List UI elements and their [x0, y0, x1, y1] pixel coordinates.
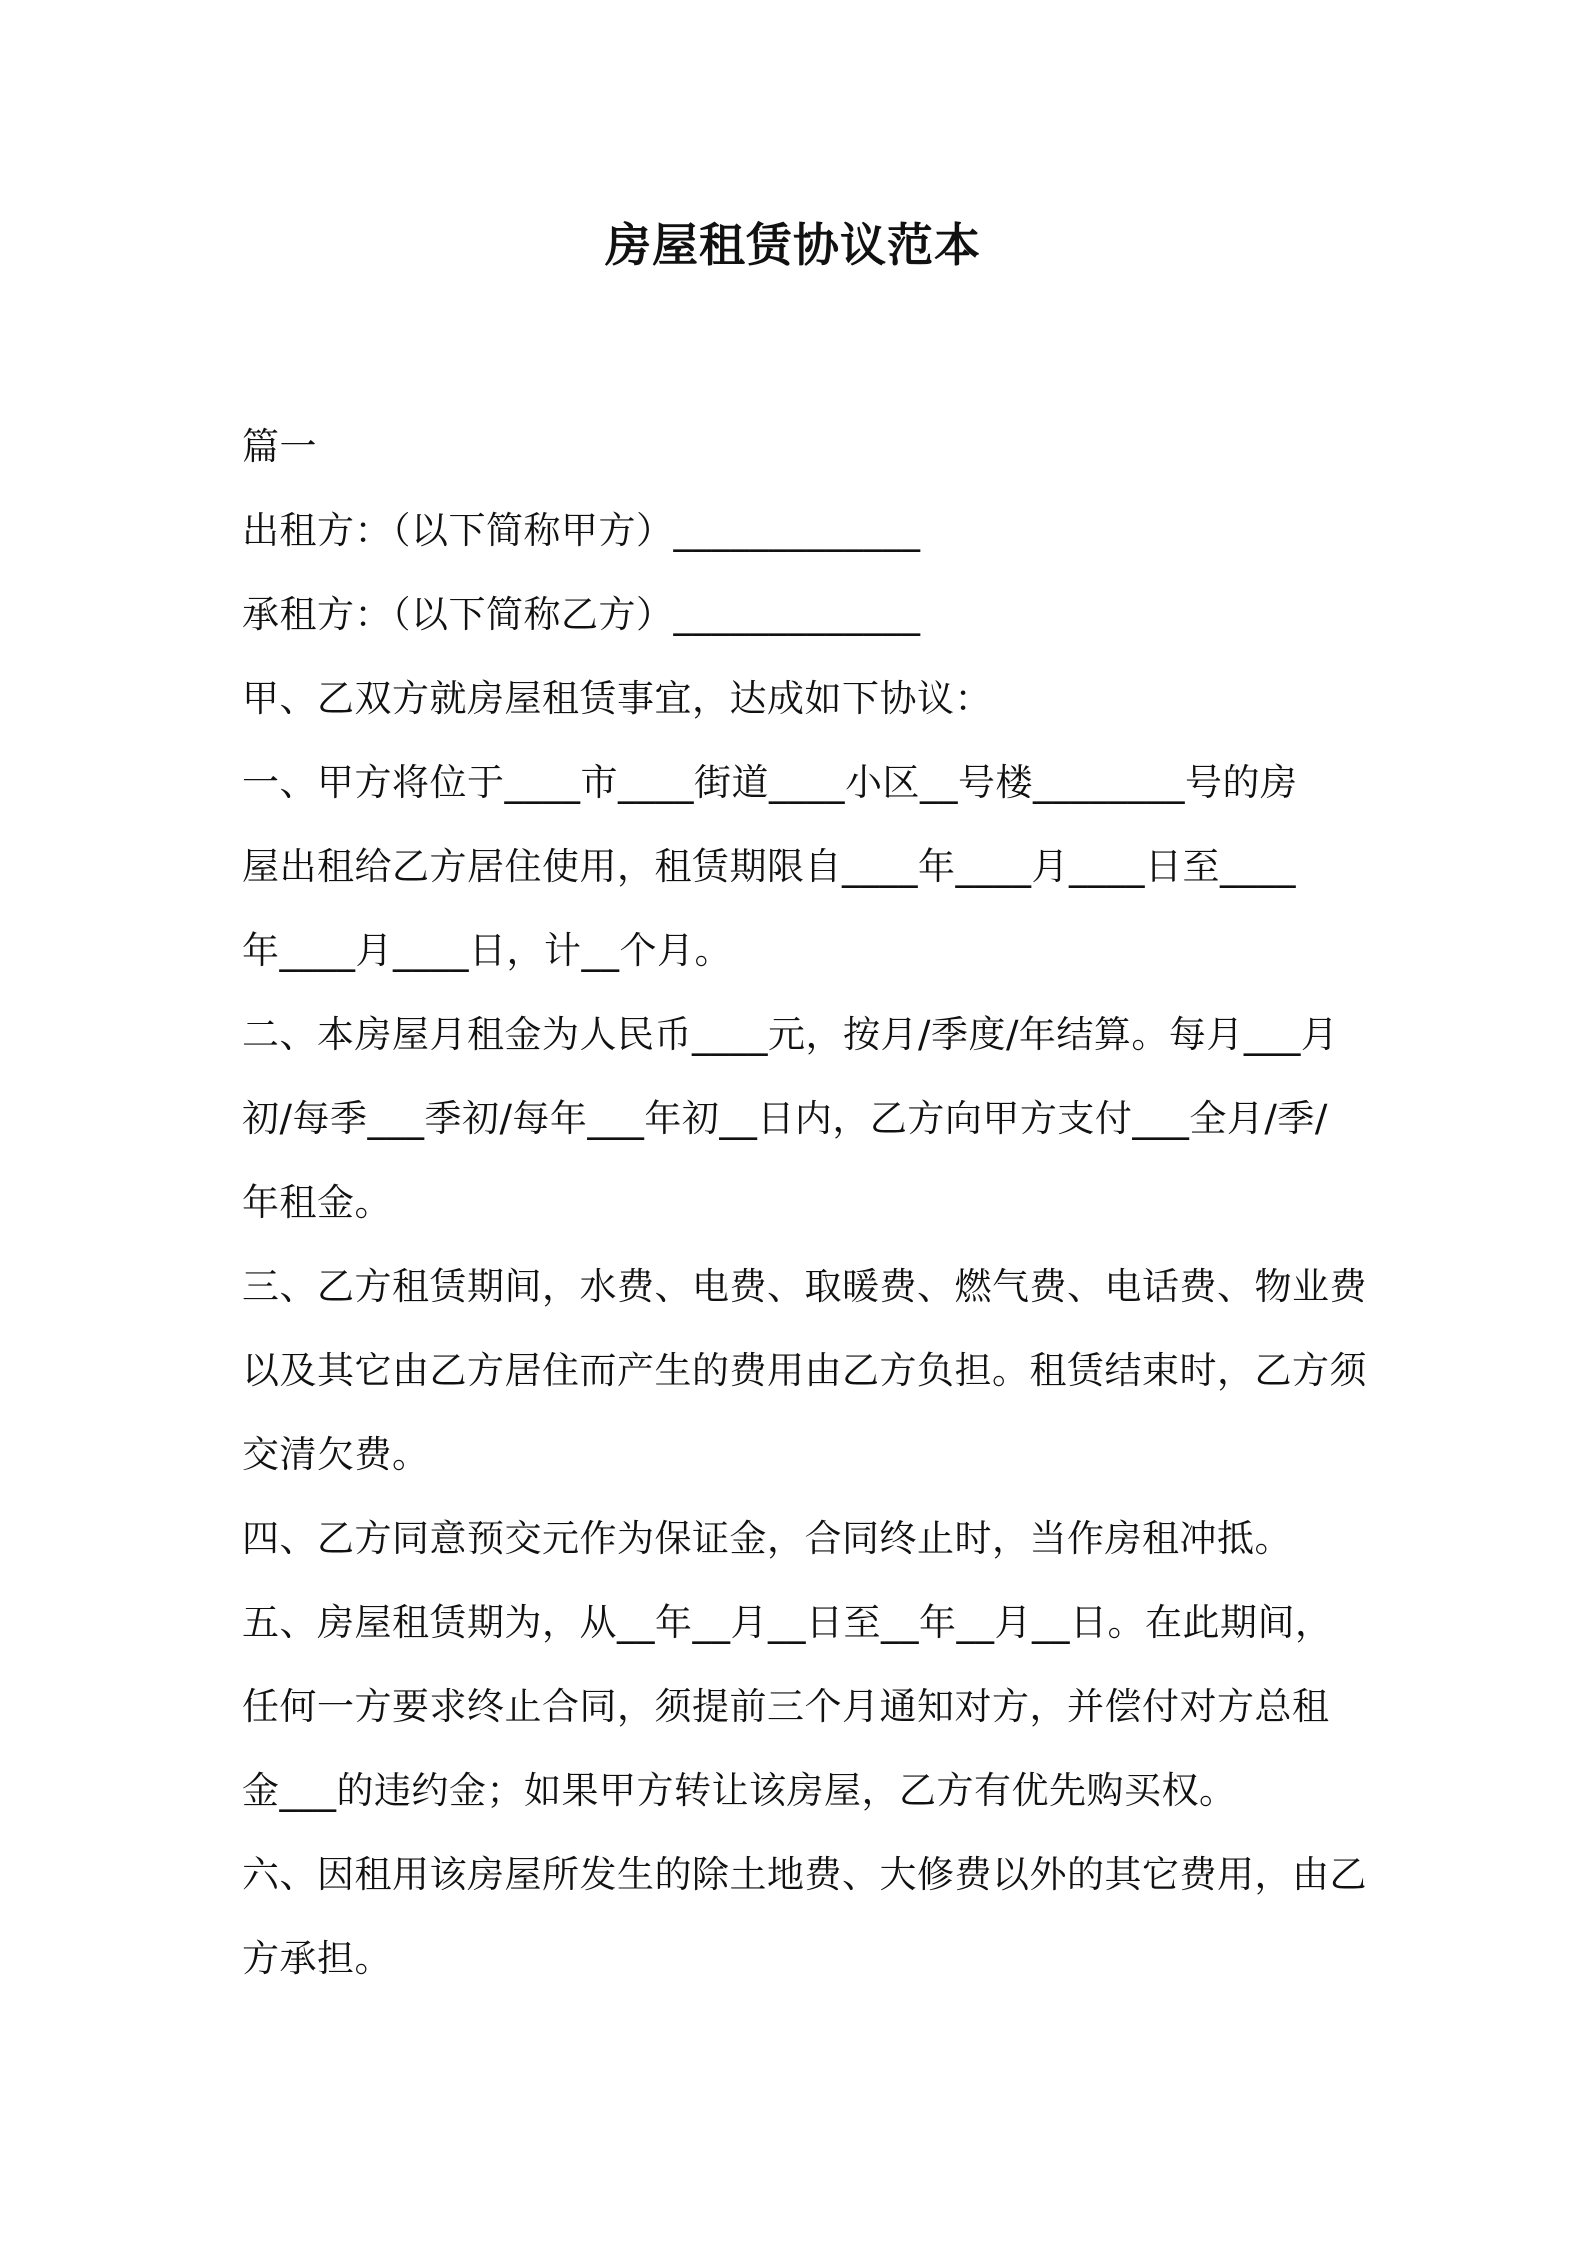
lessee-line: 承租方：（以下简称乙方）_____________ [242, 593, 921, 636]
clause-2-line-1: 二、本房屋月租金为人民币____元，按月/季度/年结算。每月___月 [242, 1013, 1339, 1056]
clause-5-line-2: 任何一方要求终止合同，须提前三个月通知对方，并偿付对方总租 [242, 1685, 1330, 1728]
clause-1-line-3: 年____月____日，计__个月。 [242, 929, 732, 972]
document-body [242, 405, 1367, 2001]
clause-2-line-2: 初/每季___季初/每年___年初__日内，乙方向甲方支付___全月/季/ [242, 1097, 1328, 1140]
lessor-line: 出租方：（以下简称甲方）_____________ [242, 509, 921, 552]
clause-2-line-3: 年租金。 [242, 1181, 392, 1224]
clause-3-line-2: 以及其它由乙方居住而产生的费用由乙方负担。租赁结束时，乙方须 [242, 1349, 1367, 1392]
clause-1-line-2: 屋出租给乙方居住使用，租赁期限自____年____月____日至____ [242, 845, 1296, 888]
clause-1-line-1: 一、甲方将位于____市____街道____小区__号楼________号的房 [242, 761, 1298, 804]
document-title: 房屋租赁协议范本 [605, 218, 981, 272]
clause-3-line-3: 交清欠费。 [242, 1433, 430, 1476]
clause-4-line-1: 四、乙方同意预交元作为保证金，合同终止时，当作房租冲抵。 [242, 1517, 1292, 1560]
agreement-intro: 甲、乙双方就房屋租赁事宜，达成如下协议： [242, 677, 992, 720]
clause-6-line-2: 方承担。 [242, 1937, 392, 1980]
clause-5-line-1: 五、房屋租赁期为，从__年__月__日至__年__月__日。在此期间， [242, 1601, 1333, 1644]
clause-3-line-1: 三、乙方租赁期间，水费、电费、取暖费、燃气费、电话费、物业费 [242, 1265, 1367, 1308]
clause-6-line-1: 六、因租用该房屋所发生的除土地费、大修费以外的其它费用，由乙 [242, 1853, 1367, 1896]
section-heading: 篇一 [242, 425, 317, 468]
clause-5-line-3: 金___的违约金；如果甲方转让该房屋，乙方有优先购买权。 [242, 1769, 1237, 1812]
